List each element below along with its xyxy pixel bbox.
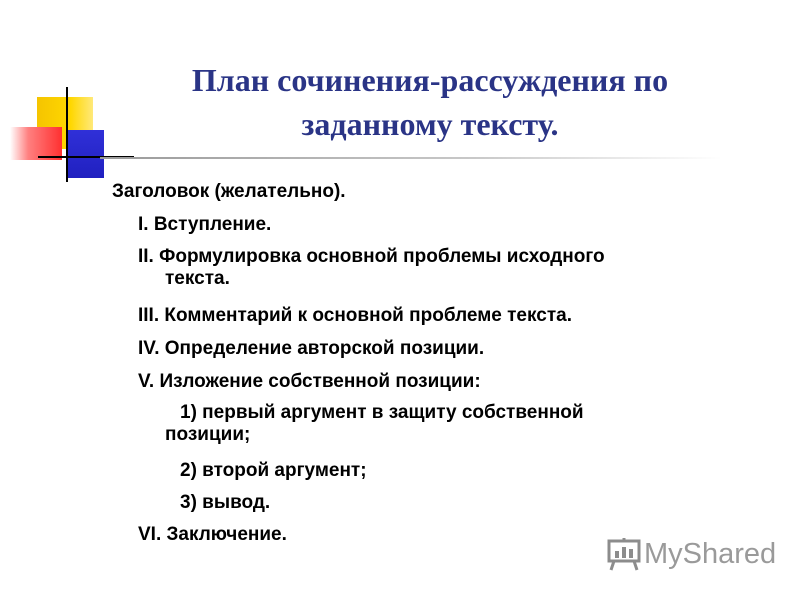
- outline-item: 3) вывод.: [180, 492, 271, 513]
- outline-item: I. Вступление.: [138, 214, 272, 235]
- title-line-1: План сочинения-рассуждения по: [191, 62, 669, 98]
- decor-vertical-line: [66, 87, 68, 182]
- decor-blue-square: [68, 130, 104, 178]
- outline-item: VI. Заключение.: [138, 524, 287, 545]
- slide-title: [130, 58, 730, 146]
- title-underline: [100, 157, 722, 159]
- outline-item: позиции;: [165, 424, 251, 445]
- watermark-text: MyShared: [644, 537, 777, 570]
- outline-item: текста.: [165, 268, 230, 289]
- outline-item: 2) второй аргумент;: [180, 460, 367, 481]
- outline-item: IV. Определение авторской позиции.: [138, 338, 485, 359]
- outline-item: Заголовок (желательно).: [112, 181, 346, 202]
- watermark-logo: [606, 536, 776, 572]
- outline-item: 1) первый аргумент в защиту собственной: [180, 402, 584, 423]
- title-line-2: заданному тексту.: [301, 106, 559, 142]
- outline-item: II. Формулировка основной проблемы исходного: [138, 246, 605, 267]
- presentation-board-icon: [606, 536, 642, 572]
- outline-item: III. Комментарий к основной проблеме текста.: [138, 305, 572, 326]
- outline-item: V. Изложение собственной позиции:: [138, 371, 481, 392]
